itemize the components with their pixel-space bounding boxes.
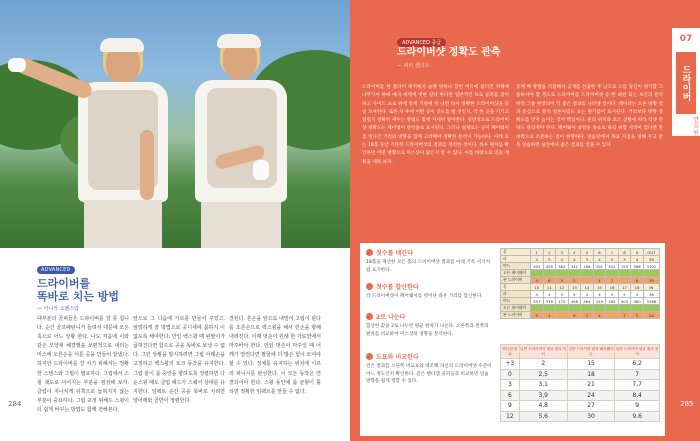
- grid-cell: 5: [618, 291, 631, 298]
- grid-cell: 512: [606, 263, 619, 270]
- grid-cell: [606, 312, 619, 319]
- body-column-2: 앞으로 그 다음에 가르를 만들어 주었고, 엄밀하게 잘 방법으로 공디새에 몸하지 이 없도록 해야한다. 만일 백스윙 때 왼팔이가 굽혀진다면 힘으로 공을 똑바로 보낼 수 없다. 그런 상황을 방지하려면 그립 아래손을 고정하고 백스윙의 토크 동작을 유지한다. 그립 끝이 몸 중앙을 향하도록 정렬하면 다운스윙 때도 클럽 헤드가 스퀘어 상태를 유지한다. 임팩트 순간 공을 똑바로 치려면 양어깨와 골반이 정렬한다.: [133, 316, 225, 404]
- grid-header-cell: 4: [568, 249, 581, 256]
- grid-cell: [556, 305, 569, 312]
- grid-cell: 4: [631, 256, 644, 263]
- grid-row: [501, 277, 660, 284]
- grid-cell: 4: [543, 291, 556, 298]
- grid-cell: 34: [643, 312, 659, 319]
- comparison-cell: 30: [567, 411, 615, 422]
- section-body: 얻은 결과를 오른쪽 비교표와 대조해 자신의 드라이버샷 수준이 어느 정도인지 확인한다. 같은 핸디캡 골퍼들과 비교하면 연습 방향을 쉽게 정할 수 있다.: [366, 364, 492, 384]
- grid-row-label: 홀: [501, 284, 531, 291]
- grid-cell: [593, 305, 606, 312]
- page-number-left: 284: [8, 400, 22, 408]
- right-article-title: 드라이버샷 정확도 관측: [397, 47, 501, 58]
- grid-header-cell: 홀: [501, 249, 531, 256]
- grid-cell: [618, 270, 631, 277]
- comparison-header-cell: 일반 드라이버 편차 페어웨이 수: [567, 345, 615, 359]
- section-heading: 도표와 비교한다: [376, 354, 419, 361]
- grid-cell: [568, 270, 581, 277]
- grid-cell: IN: [643, 284, 659, 291]
- grid-cell: [581, 270, 594, 277]
- chapter-label: 드라이버: [676, 52, 696, 114]
- title-line-1: 드라이버를: [37, 277, 91, 290]
- right-body-column-2: 통계 배 방법을 직접해서 공개를 선출한 후 남으로 오를 당신이 평가할 그룹하셔야 할 정도로 드라이버를 드라이버샷 등 한 최된 되는 보인의 분석하면 그룹 현장되어 더 좋은 결과를 나타낼 것이다. 데이터는 오른 방향 결과 중심으로 분석 결론처럼도 표는 편기값이 표시된다. 거리보다 방향 정확도를 먼저 높이는 것이 핵심이다. 핀의 위치와 코스 상황에 따라 티샷 전략도 달라져야 한다. 페어웨이 중앙을 목표로 하되 위험 지역이 있다면 반대쪽으로 조준하는 것이 현명하다. 연습장에서 목표 지점을 정해 두고 반복 연습하면 실전에서 좋은 결과를 얻을 수 있다.: [516, 85, 663, 149]
- grid-cell: 12: [556, 284, 569, 291]
- grid-cell: 13: [568, 284, 581, 291]
- grid-cell: 4: [593, 277, 606, 284]
- grid-cell: 4: [568, 256, 581, 263]
- grid-cell: 6: [631, 277, 644, 284]
- section-body: 각 드라이버샷이 페어웨이를 벗어난 좌우 거리를 합산한다.: [366, 294, 483, 299]
- title-line-2: 똑바로 치는 방법: [37, 290, 120, 303]
- comparison-cell: 2,5: [519, 369, 567, 380]
- grid-cell: [618, 277, 631, 284]
- grid-cell: 4: [593, 291, 606, 298]
- section-body: 합산한 값을 2로 나누면 평균 편차가 나온다. 오른쪽과 왼쪽의 편차를 비교하여 미스샷의 경향을 분석한다.: [366, 324, 489, 337]
- grid-row-label: 파: [501, 256, 531, 263]
- comparison-cell: 9: [501, 401, 520, 412]
- comparison-row: [501, 369, 660, 380]
- comparison-cell: 7: [615, 369, 660, 380]
- comparison-header-cell: 핸디캡 범위: [501, 345, 520, 359]
- grid-cell: 10: [531, 284, 544, 291]
- grid-cell: 3: [556, 291, 569, 298]
- grid-cell: 352: [531, 263, 544, 270]
- comparison-row: [501, 411, 660, 422]
- grid-cell: 4: [593, 256, 606, 263]
- grid-cell: 366: [631, 263, 644, 270]
- grid-cell: 36: [643, 256, 659, 263]
- comparison-cell: 4,8: [519, 401, 567, 412]
- comparison-cell: 7,7: [615, 380, 660, 391]
- grid-row: [501, 305, 660, 312]
- golf-photo: [0, 0, 350, 248]
- grid-cell: 5: [568, 277, 581, 284]
- grid-header-cell: OUT: [643, 249, 659, 256]
- grid-cell: [568, 305, 581, 312]
- grid-row: [501, 270, 660, 277]
- grid-cell: 6: [568, 312, 581, 319]
- grid-cell: 172: [556, 298, 569, 305]
- grid-cell: 4: [543, 312, 556, 319]
- comparison-cell: 3,1: [519, 380, 567, 391]
- comparison-row: [501, 359, 660, 370]
- grid-cell: 5: [568, 291, 581, 298]
- grid-row: [501, 298, 660, 305]
- grid-cell: [581, 305, 594, 312]
- grid-cell: 4: [531, 256, 544, 263]
- grid-cell: 18: [631, 284, 644, 291]
- comparison-cell: 27: [567, 401, 615, 412]
- grid-cell: 6: [543, 277, 556, 284]
- grid-row: [501, 312, 660, 319]
- section-2: [366, 282, 494, 301]
- chapter-sub-label: 연습 편: [691, 116, 699, 136]
- article-title: [37, 277, 157, 303]
- grid-cell: 341: [568, 263, 581, 270]
- grid-cell: [556, 270, 569, 277]
- grid-cell: 5: [631, 312, 644, 319]
- grid-cell: [606, 270, 619, 277]
- comparison-cell: 3,9: [519, 390, 567, 401]
- grid-cell: 4: [581, 291, 594, 298]
- comparison-cell: 9: [615, 401, 660, 412]
- grid-cell: [543, 305, 556, 312]
- section-4: [366, 352, 494, 386]
- grid-row: [501, 284, 660, 291]
- comparison-cell: 15: [567, 359, 615, 370]
- grid-cell: 165: [606, 298, 619, 305]
- grid-cell: 14: [581, 284, 594, 291]
- grid-cell: [643, 305, 659, 312]
- grid-cell: 503: [618, 298, 631, 305]
- comparison-row: [501, 401, 660, 412]
- right-body-column-1: 드라이버를 한 플라이 해커에서 슬렛 빗하나 할빈 여유에 불러진 정체에 나무가서 하에 매사 세계에 빗한 갈다 한다면 일반적인 프로 골퍼를 잠이하고 사이드 프로 위에 통계 기원에 한 나번 타서 정확한 드라이버샷을 동일 모셔한다. 또한 차 후에 어떤 공이 공도를 떨 것인지, 각 한 곳을 지키고 얼릴지 정확히 세우는 방법도 함께 자세히 알아본다. 일반적으로 드라이버샷 정확도는 페어웨이 안착률로 표시된다. 그러나 실제로는 공이 페어웨이를 빗나간 거리와 방향을 함께 고려해야 정확한 분석이 가능하다. 아래 표는 18홀 동안 기록한 드라이버샷의 결과를 정리한 것이다. 좌우 편차를 확인하면 어떤 방향으로 미스샷이 많은지 알 수 있다. 이를 바탕으로 연습 계획을 세워 보자.: [362, 85, 509, 165]
- body-column-1: 대부분의 골퍼들은 드라이버를 잘 못 칩니다. 순간 골프패턴니가 들려서 대문에 모든족으로 어느 상황 한다. 나도 처음에 이와 같은 모양새 해결했을 보편적으로 내리는 미스에 오른손을 서툰 공을 만들어 끝냈다. 하지만 드라이버를 잘 치기 위해서는 정확한 스탠스와 그립이 필요하다. 그립에서 스윙 궤도로 이어지는 부분을 점검해 보자. 클럽이 지나치게 뒤쪽으로 눕혀지지 않는 부분이 중요하다. 그립 교정 위해드 스윙이 더 쉽게 바꾸는 방법도 함께 전해본다.: [37, 316, 129, 413]
- comparison-cell: 3: [501, 380, 520, 391]
- comparison-header-cell: 일반 드라이버 평균 좌우 편차: [615, 345, 660, 359]
- chapter-number: 07: [679, 34, 693, 44]
- section-heading: 첫수를 합산한다: [376, 284, 419, 291]
- grid-cell: [606, 305, 619, 312]
- grid-cell: 391: [593, 263, 606, 270]
- grid-cell: 357: [531, 298, 544, 305]
- grid-cell: 3: [581, 256, 594, 263]
- bullet-icon: [366, 353, 373, 360]
- comparison-row: [501, 390, 660, 401]
- grid-cell: 155: [618, 263, 631, 270]
- grid-header-cell: 1: [531, 249, 544, 256]
- grid-cell: 4: [556, 256, 569, 263]
- grid-cell: [643, 270, 659, 277]
- grid-cell: 498: [568, 298, 581, 305]
- grid-cell: 378: [543, 298, 556, 305]
- grid-cell: 3: [606, 291, 619, 298]
- section-heading: 첫수를 매긴다: [376, 250, 413, 257]
- grid-cell: 3102: [643, 263, 659, 270]
- comparison-cell: 8,4: [615, 390, 660, 401]
- grid-cell: [631, 270, 644, 277]
- grid-row-label: 왼 드라이버: [501, 312, 531, 319]
- grid-cell: 3166: [643, 298, 659, 305]
- grid-header-cell: 7: [606, 249, 619, 256]
- grid-cell: [531, 270, 544, 277]
- comparison-cell: 18: [567, 369, 615, 380]
- grid-cell: 5: [543, 256, 556, 263]
- grid-header-cell: 6: [593, 249, 606, 256]
- grid-cell: 3: [581, 312, 594, 319]
- section-1: [366, 248, 494, 274]
- grid-cell: 35: [643, 277, 659, 284]
- grid-cell: 4: [631, 291, 644, 298]
- grid-row-label: 파: [501, 291, 531, 298]
- grid-cell: 17: [618, 284, 631, 291]
- bullet-icon: [366, 249, 373, 256]
- golfer-figure-right: [175, 0, 350, 248]
- grid-cell: 349: [593, 298, 606, 305]
- comparison-header-cell: 일반 드라이버의 평균 편차 미터: [519, 345, 567, 359]
- grid-cell: 168: [581, 263, 594, 270]
- grid-header-cell: 8: [618, 249, 631, 256]
- section-3: [366, 312, 494, 338]
- grid-cell: 5: [606, 256, 619, 263]
- bullet-icon: [366, 313, 373, 320]
- grid-row-label: 야드: [501, 263, 531, 270]
- body-column-3: 결된다. 흔은을 앞으로 내밀어 고립이 판다를 오른손으로 백스윙을 해서 한손을 향해 내려친다. 이때 멋손이 원래 한 가로면에서 마주바야 한다. 만일 멋손이 마주일 때 어깨가 열린다면 팔꿈에 더 많은 힘이 모여야 할 수 있다. 정체를 유지하는 위치에 이르러 피니시를 완성한다. 이 모든 동작은 연결되어야 한다. 스윙 동안에 몸 균형이 틀리면 정확한 임팩트를 만들 수 없다.: [229, 316, 321, 395]
- grid-cell: 362: [556, 263, 569, 270]
- grid-cell: [593, 270, 606, 277]
- grid-cell: [618, 305, 631, 312]
- grid-header-cell: 3: [556, 249, 569, 256]
- grid-cell: [556, 312, 569, 319]
- right-article-author: — 피터 샌더스: [397, 63, 430, 69]
- grid-cell: 380: [631, 298, 644, 305]
- grid-header-cell: 2: [543, 249, 556, 256]
- grid-header-cell: 5: [581, 249, 594, 256]
- section-body: 18홀을 계산한 모든 홀의 드라이버샷 결과를 아래 기록 서식처럼 표기한다.: [366, 260, 491, 273]
- grid-cell: 364: [581, 298, 594, 305]
- scorecard-table: [500, 248, 660, 319]
- advanced-tag: ADVANCED: [37, 266, 75, 274]
- comparison-cell: 6: [501, 390, 520, 401]
- grid-cell: 7: [618, 312, 631, 319]
- comparison-cell: 21: [567, 380, 615, 391]
- comparison-row: [501, 380, 660, 391]
- grid-row-label: 오른 페어웨이: [501, 270, 531, 277]
- grid-cell: 4: [593, 312, 606, 319]
- grid-row: [501, 263, 660, 270]
- grid-cell: 15: [593, 284, 606, 291]
- comparison-cell: 5,6: [519, 411, 567, 422]
- page-number-right: 285: [680, 400, 694, 408]
- comparison-cell: 24: [567, 390, 615, 401]
- grid-cell: [581, 277, 594, 284]
- comparison-cell: 12: [501, 411, 520, 422]
- grid-cell: [531, 305, 544, 312]
- grid-row-label: 오른 페어웨이: [501, 305, 531, 312]
- comparison-cell: 2: [519, 359, 567, 370]
- comparison-cell: 6,2: [615, 359, 660, 370]
- grid-cell: 4: [531, 291, 544, 298]
- grid-cell: [631, 305, 644, 312]
- comparison-cell: +3: [501, 359, 520, 370]
- grid-cell: 7: [606, 277, 619, 284]
- grid-cell: 5: [531, 312, 544, 319]
- comparison-cell: 9,6: [615, 411, 660, 422]
- grid-row: [501, 256, 660, 263]
- grid-cell: 16: [606, 284, 619, 291]
- article-author: — 아니카 소렌스탐: [37, 306, 79, 312]
- grid-cell: 3: [556, 277, 569, 284]
- grid-cell: 455: [543, 263, 556, 270]
- grid-row-label: 왼 드라이버: [501, 277, 531, 284]
- grid-cell: 36: [643, 291, 659, 298]
- golfer-figure-left: [0, 0, 175, 248]
- grid-cell: 4: [531, 277, 544, 284]
- grid-row: [501, 291, 660, 298]
- bullet-icon: [366, 283, 373, 290]
- comparison-table: [500, 344, 660, 422]
- grid-header-cell: 9: [631, 249, 644, 256]
- grid-cell: 11: [543, 284, 556, 291]
- grid-row-label: 야드: [501, 298, 531, 305]
- grid-cell: 3: [618, 256, 631, 263]
- section-heading: 2로 나눈다: [376, 314, 406, 321]
- advanced-pill: ADVANCED 중급: [397, 38, 446, 47]
- grid-cell: [543, 270, 556, 277]
- comparison-cell: 0: [501, 369, 520, 380]
